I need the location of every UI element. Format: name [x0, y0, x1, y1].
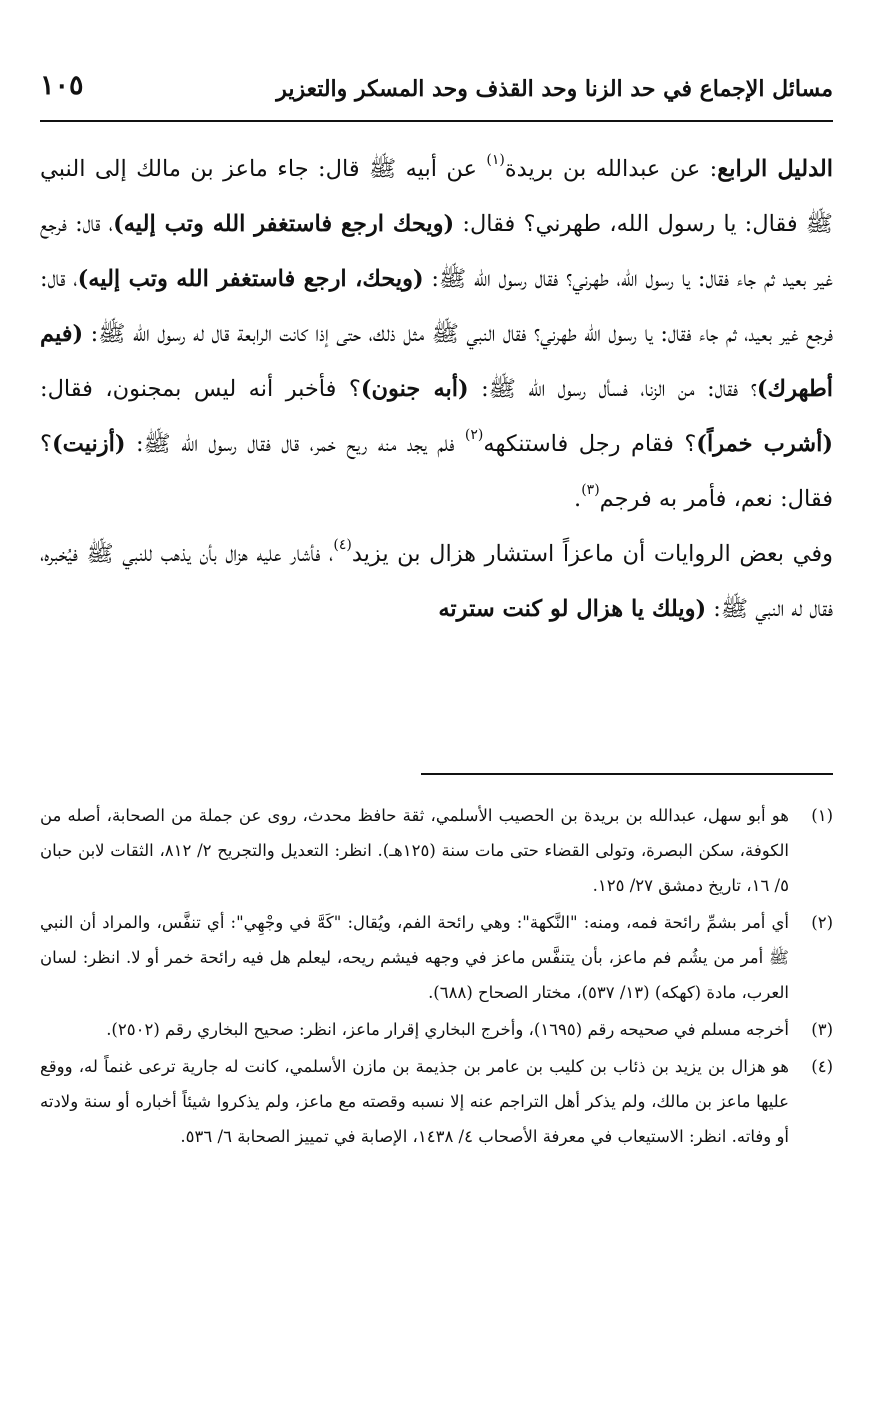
footnotes [40, 798, 833, 1156]
hadith-quote: (ويلك يا هزال لو كنت سترته [438, 596, 707, 622]
footnote-2 [40, 905, 833, 1010]
hadith-quote: (ويحك ارجع فاستغفر الله وتب إليه) [113, 211, 455, 237]
footnote-number: (١) [811, 806, 833, 825]
paragraph-1 [40, 142, 833, 527]
text-run: فلم يجد منه ريح خمر، قال فقال رسول الله ﷺ: [125, 431, 465, 457]
hadith-quote: (أبه جنون) [360, 376, 469, 402]
hadith-quote: (فيم أطهرك) [40, 321, 834, 402]
footnote-3 [40, 1012, 833, 1047]
footnote-1 [40, 798, 833, 903]
text-run: . [574, 486, 582, 512]
text-run: ، فأشار عليه هزال بأن يذهب للنبي ﷺ فيُخبره، فقال له النبي ﷺ: [40, 541, 833, 622]
footnote-number: (٣) [811, 1020, 833, 1039]
footnote-text: هو هزال بن يزيد بن ذئاب بن كليب بن عامر بن جذيمة بن مازن الأسلمي، كانت له جارية ترعى غنماً له، ووقع عليها ماعز بن مالك، ولم يذكر أهل التراجم عنه إلا نسبه وقصته مع ماعز، ولم يذكروا شيئاً أخباره أو سنة ولادته أو وفاته. انظر: الاستيعاب في معرفة الأصحاب ٤/ ١٤٣٨، الإصابة في تمييز الصحابة ٦/ ٥٣٦. [40, 1057, 789, 1146]
page-number: ١٠٥ [40, 70, 84, 101]
footnote-text: هو أبو سهل، عبدالله بن بريدة بن الحصيب الأسلمي، ثقة حافظ محدث، روى عن جملة من الصحابة، أصله من الكوفة، سكن البصرة، وتولى القضاء حتى مات سنة (١٢٥هـ). انظر: التعديل والتجريح ٢/ ٨١٢، الثقات لابن حبان ٥/ ١٦، تاريخ دمشق ٢٧/ ١٢٥. [40, 806, 789, 895]
main-text [40, 142, 833, 637]
section-label: الدليل الرابع [717, 156, 833, 182]
footnote-4 [40, 1049, 833, 1154]
text-run: ؟ فقال: نعم، فأمر به فرجم [40, 431, 833, 512]
footnote-ref-2: (٢) [464, 427, 484, 443]
text-run: ؟ فقال: من الزنا، فسأل رسول الله ﷺ: [468, 376, 757, 402]
page-header [40, 62, 833, 112]
running-title: مسائل الإجماع في حد الزنا وحد القذف وحد المسكر والتعزير [276, 76, 833, 102]
paragraph-2 [40, 527, 833, 637]
footnote-text: أخرجه مسلم في صحيحه رقم (١٦٩٥)، وأخرج البخاري إقرار ماعز، انظر: صحيح البخاري رقم (٢٥٠٢). [106, 1020, 789, 1039]
text-run: ؟ فقام رجل فاستنكهه [483, 431, 697, 457]
footnote-ref-1: (١) [486, 152, 505, 168]
text-run: ؟ فأخبر أنه ليس بمجنون، فقال: [40, 376, 361, 402]
hadith-quote: (أزنيت) [51, 431, 126, 457]
hadith-quote: (أشرب خمراً) [696, 431, 833, 457]
footnote-ref-3: (٣) [581, 482, 600, 498]
text-run: عن أبيه ﷺ قال: جاء ماعز بن مالك إلى النبي ﷺ فقال: يا رسول الله، طهرني؟ فقال: [40, 156, 833, 237]
text-run: : عن عبدالله بن بريدة [504, 156, 718, 182]
hadith-quote: (ويحك، ارجع فاستغفر الله وتب إليه) [77, 266, 424, 292]
footnote-ref-4: (٤) [333, 537, 352, 553]
header-rule [40, 120, 833, 122]
text-run: ، قال: فرجع غير بعيد ثم جاء فقال: يا رسول الله، طهرني؟ فقال رسول الله ﷺ: [40, 211, 833, 292]
footnote-text: أي أمر بشمِّ رائحة فمه، ومنه: "النَّكهة": وهي رائحة الفم، ويُقال: "كَهَّ في وجْهِي": أي تنفَّس، والمراد أن النبي ﷺ أمر من يشُم فم ماعز، بأن يتنفَّس ماعز في وجهه فيشم ريحه، ليعلم هل فيه رائحة خمر أو لا. انظر: لسان العرب، مادة (كهكه) (١٣/ ٥٣٧)، مختار الصحاح (٦٨٨). [40, 913, 789, 1002]
footnote-separator [421, 773, 833, 775]
footnote-number: (٢) [811, 913, 833, 932]
text-run: ، قال: فرجع غير بعيد، ثم جاء فقال: يا رسول الله طهرني؟ فقال النبي ﷺ مثل ذلك، حتى إذا كانت الرابعة قال له رسول الله ﷺ: [40, 266, 833, 347]
text-run: وفي بعض الروايات أن ماعزاً استشار هزال بن يزيد [351, 541, 833, 567]
footnote-number: (٤) [811, 1057, 833, 1076]
